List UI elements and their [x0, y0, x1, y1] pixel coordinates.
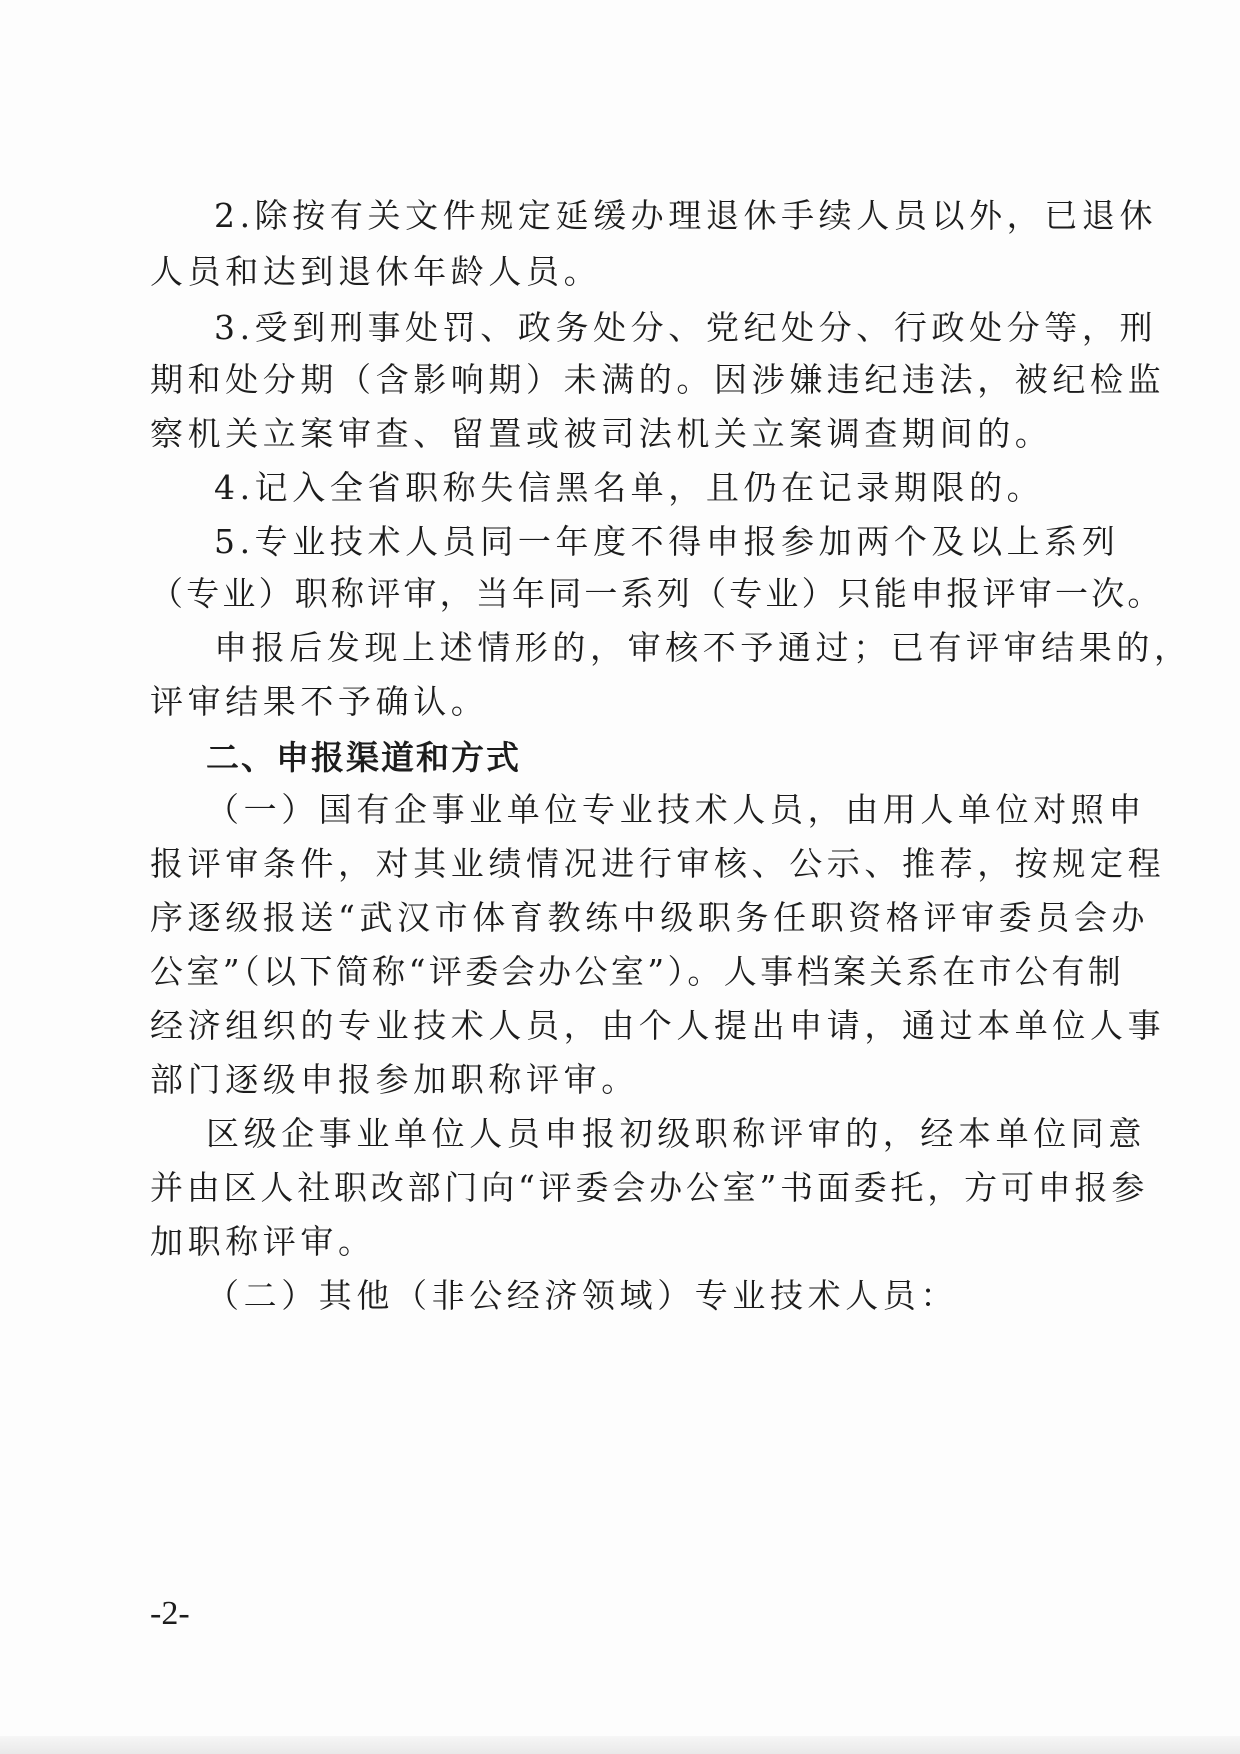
paragraph-line: 公室”（以下简称“评委会办公室”）。人事档案关系在市公有制: [150, 952, 1125, 991]
paragraph-line: 序逐级报送“武汉市体育教练中级职务任职资格评审委员会办: [150, 898, 1150, 937]
paragraph-line: 4.记入全省职称失信黑名单，且仍在记录期限的。: [214, 468, 1045, 507]
paragraph-line: 人员和达到退休年龄人员。: [150, 252, 602, 291]
paragraph-line: （一）国有企事业单位专业技术人员，由用人单位对照申: [206, 790, 1146, 829]
paragraph-line: 部门逐级申报参加职称评审。: [150, 1060, 639, 1099]
section-heading: 二、申报渠道和方式: [206, 738, 521, 777]
paragraph-line: （二）其他（非公经济领域）专业技术人员：: [206, 1276, 958, 1315]
scan-bottom-edge: [0, 1736, 1240, 1754]
paragraph-line: 5.专业技术人员同一年度不得申报参加两个及以上系列: [214, 522, 1120, 561]
paragraph-line: 并由区人社职改部门向“评委会办公室”书面委托，方可申报参: [150, 1168, 1149, 1207]
paragraph-line: 评审结果不予确认。: [150, 682, 489, 721]
paragraph-line: 报评审条件，对其业绩情况进行审核、公示、推荐，按规定程: [150, 844, 1166, 883]
paragraph-line: 申报后发现上述情形的，审核不予通过；已有评审结果的，: [214, 628, 1192, 667]
paragraph-line: 经济组织的专业技术人员，由个人提出申请，通过本单位人事: [150, 1006, 1166, 1045]
paragraph-line: 3.受到刑事处罚、政务处分、党纪处分、行政处分等，刑: [214, 308, 1158, 347]
paragraph-line: （专业）职称评审，当年同一系列（专业）只能申报评审一次。: [150, 574, 1164, 613]
paragraph-line: 加职称评审。: [150, 1222, 376, 1261]
page-number: -2-: [150, 1595, 190, 1632]
paragraph-line: 期和处分期（含影响期）未满的。因涉嫌违纪违法，被纪检监: [150, 360, 1166, 399]
paragraph-line: 察机关立案审查、留置或被司法机关立案调查期间的。: [150, 414, 1053, 453]
paragraph-line: 区级企事业单位人员申报初级职称评审的，经本单位同意: [206, 1114, 1146, 1153]
paragraph-line: 2.除按有关文件规定延缓办理退休手续人员以外，已退休: [214, 196, 1158, 235]
